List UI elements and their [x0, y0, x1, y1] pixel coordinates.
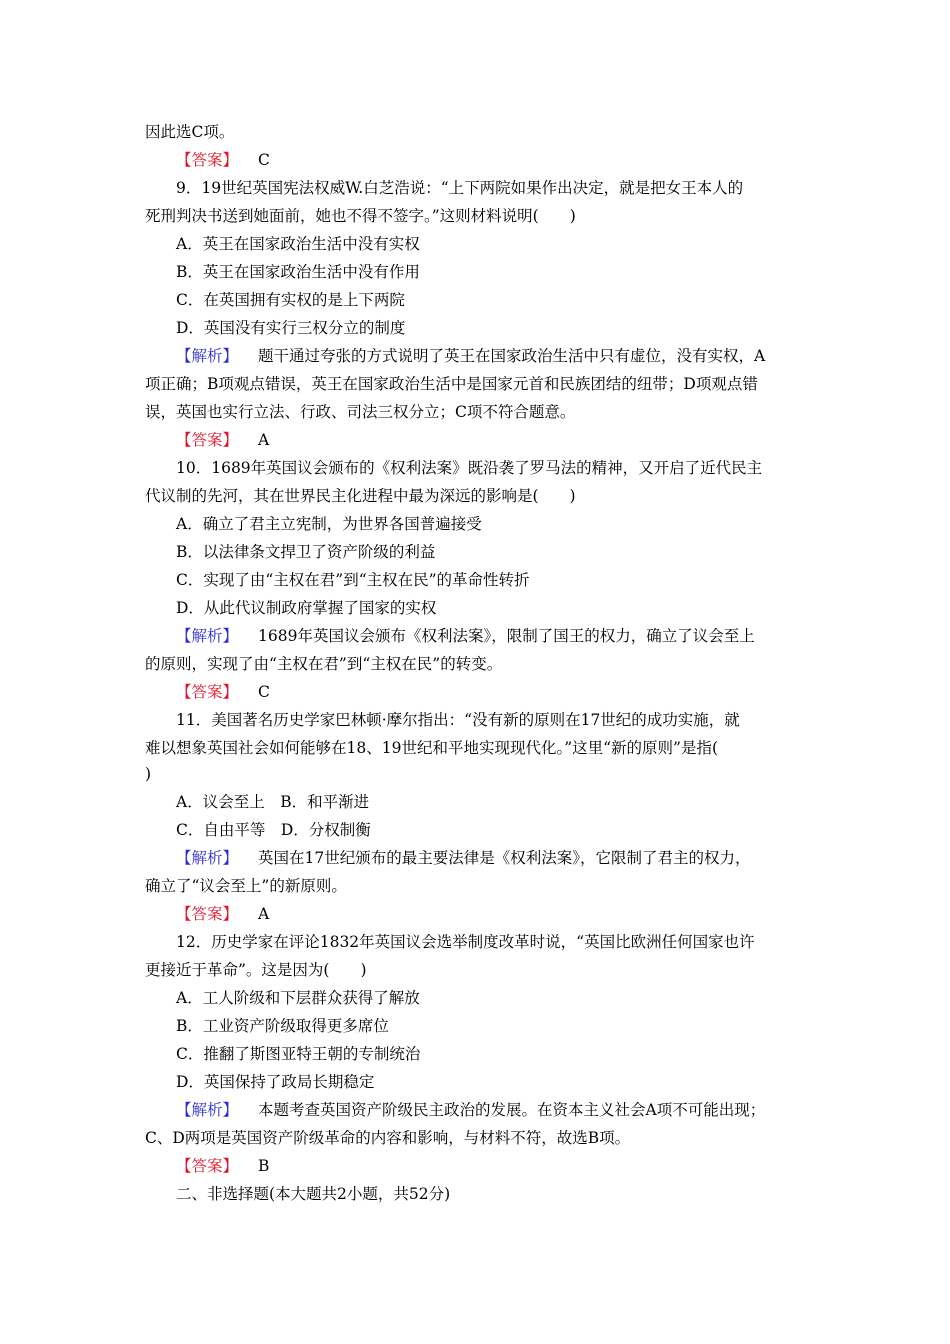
question-stem: 代议制的先河，其在世界民主化进程中最为深远的影响是( ) — [145, 487, 576, 505]
explanation-tag: 【解析】 — [176, 849, 239, 867]
explanation-line — [176, 346, 846, 366]
option-item: D．英国保持了政局长期稳定 — [176, 1073, 375, 1091]
answer-tag: 【答案】 — [176, 151, 239, 169]
answer-value: A — [258, 431, 270, 449]
question-stem: 9．19世纪英国宪法权威W.白芝浩说：“上下两院如果作出决定，就是把女王本人的 — [176, 179, 744, 197]
option-item: C．推翻了斯图亚特王朝的专制统治 — [176, 1045, 421, 1063]
explanation-tag: 【解析】 — [176, 347, 239, 365]
explanation-text: 1689年英国议会颁布《权利法案》，限制了国王的权力，确立了议会至上 — [258, 627, 755, 645]
option-row: A．议会至上 B．和平渐进 — [176, 793, 370, 811]
question-stem: 11．美国著名历史学家巴林顿·摩尔指出：“没有新的原则在17世纪的成功实施，就 — [176, 711, 740, 729]
option-item: C．在英国拥有实权的是上下两院 — [176, 291, 405, 309]
explanation-line: 的原则，实现了由“主权在君”到“主权在民”的转变。 — [145, 655, 503, 673]
option-item: D．从此代议制政府掌握了国家的实权 — [176, 599, 437, 617]
explanation-line: C、D两项是英国资产阶级革命的内容和影响，与材料不符，故选B项。 — [145, 1129, 631, 1147]
question-stem: 12．历史学家在评论1832年英国议会选举制度改革时说，“英国比欧洲任何国家也许 — [176, 933, 755, 951]
explanation-line: 误，英国也实行立法、行政、司法三权分立；C项不符合题意。 — [145, 403, 576, 421]
option-item: A．确立了君主立宪制，为世界各国普遍接受 — [176, 515, 482, 533]
answer-tag: 【答案】 — [176, 431, 239, 449]
explanation-tag: 【解析】 — [176, 1101, 239, 1119]
question-stem: ) — [145, 765, 152, 783]
explanation-text: 英国在17世纪颁布的最主要法律是《权利法案》，它限制了君主的权力， — [258, 849, 751, 867]
section-title: 二、非选择题(本大题共2小题，共52分) — [176, 1185, 451, 1203]
question-stem: 更接近于革命”。这是因为( ) — [145, 961, 367, 979]
explanation-line: 确立了“议会至上”的新原则。 — [145, 877, 347, 895]
answer-value: C — [258, 151, 270, 169]
explanation-line — [176, 848, 846, 868]
option-item: A．工人阶级和下层群众获得了解放 — [176, 989, 420, 1007]
answer-line — [176, 682, 846, 702]
paragraph-line: 因此选C项。 — [145, 123, 235, 141]
explanation-tag: 【解析】 — [176, 627, 239, 645]
option-item: A．英王在国家政治生活中没有实权 — [176, 235, 420, 253]
option-item: B．工业资产阶级取得更多席位 — [176, 1017, 389, 1035]
answer-value: C — [258, 683, 270, 701]
option-item: D．英国没有实行三权分立的制度 — [176, 319, 406, 337]
explanation-line: 项正确；B项观点错误，英王在国家政治生活中是国家元首和民族团结的纽带；D项观点错 — [145, 375, 758, 393]
answer-line — [176, 904, 846, 924]
answer-line — [176, 150, 846, 170]
answer-line — [176, 1156, 846, 1176]
explanation-text: 题干通过夸张的方式说明了英王在国家政治生活中只有虚位，没有实权，A — [258, 347, 766, 365]
question-stem: 10．1689年英国议会颁布的《权利法案》既沿袭了罗马法的精神，又开启了近代民主 — [176, 459, 763, 477]
explanation-line — [176, 1100, 846, 1120]
explanation-line — [176, 626, 846, 646]
answer-value: B — [258, 1157, 270, 1175]
answer-tag: 【答案】 — [176, 905, 239, 923]
question-stem: 死刑判决书送到她面前，她也不得不签字。”这则材料说明( ) — [145, 207, 576, 225]
option-row: C．自由平等 D．分权制衡 — [176, 821, 371, 839]
answer-line — [176, 430, 846, 450]
option-item: C．实现了由“主权在君”到“主权在民”的革命性转折 — [176, 571, 530, 589]
explanation-text: 本题考查英国资产阶级民主政治的发展。在资本主义社会A项不可能出现； — [258, 1101, 766, 1119]
question-stem: 难以想象英国社会如何能够在18、19世纪和平地实现现代化。”这里“新的原则”是指( — [145, 739, 719, 757]
option-item: B．英王在国家政治生活中没有作用 — [176, 263, 420, 281]
answer-tag: 【答案】 — [176, 683, 239, 701]
option-item: B．以法律条文捍卫了资产阶级的利益 — [176, 543, 436, 561]
answer-tag: 【答案】 — [176, 1157, 239, 1175]
answer-value: A — [258, 905, 270, 923]
